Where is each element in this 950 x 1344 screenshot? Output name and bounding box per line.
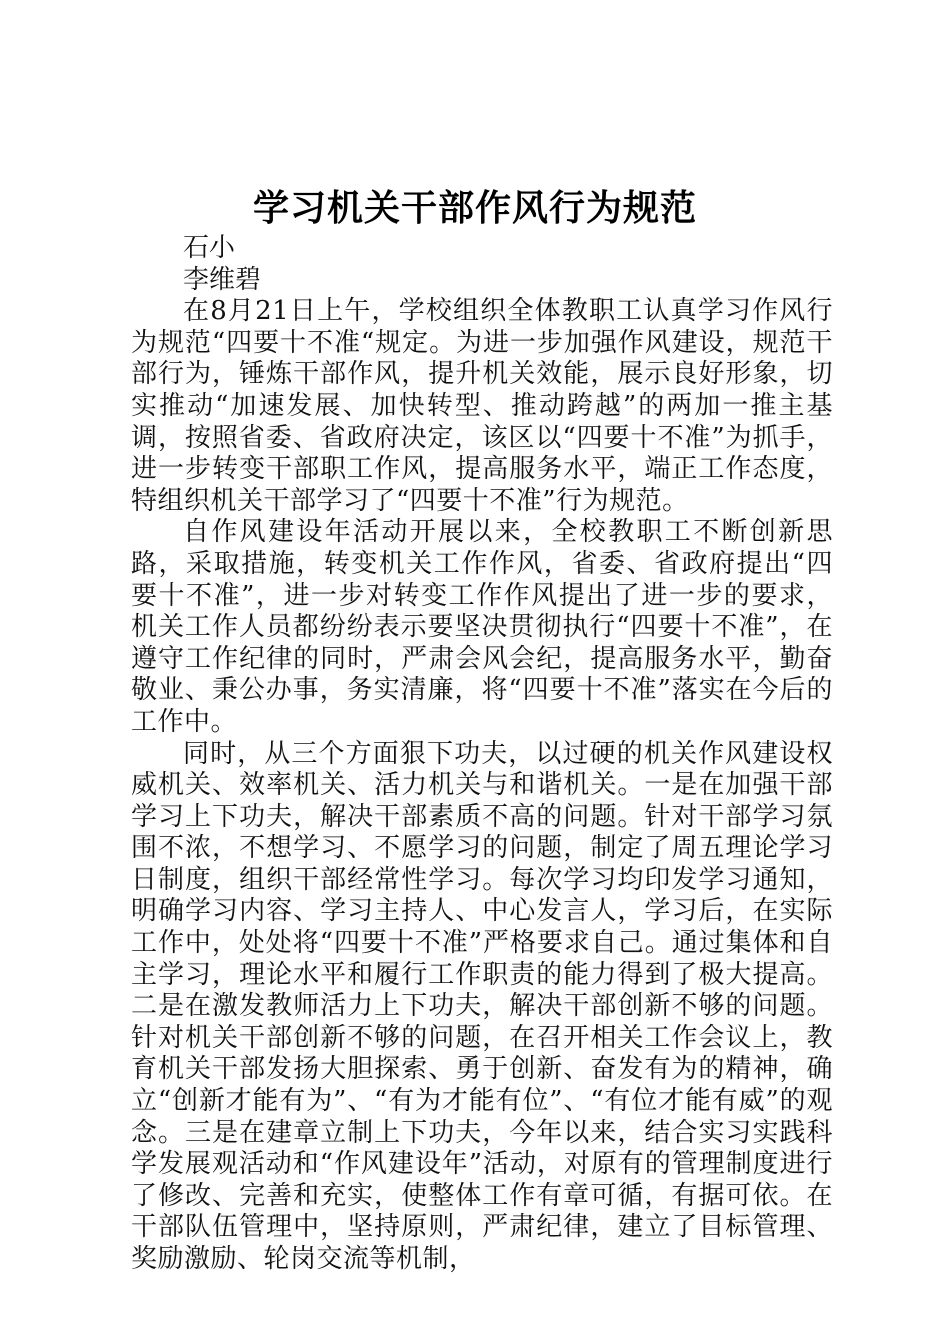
body-paragraph: 自作风建设年活动开展以来，全校教职工不断创新思路，采取措施，转变机关工作作风，省委、省政府提出“四要十不准”，进一步对转变工作作风提出了进一步的要求，机关工作人员都纷纷表示要坚决贯彻执行“四要十不准”，在遵守工作纪律的同时，严肃会风会纪，提高服务水平，勤奋敬业、秉公办事，务实清廉，将“四要十不准”落实在今后的工作中。 (131, 517, 833, 737)
author-name: 李维碧 (183, 264, 262, 295)
author-name: 石小 (183, 233, 236, 263)
document-body (131, 233, 833, 1276)
body-paragraph: 在8月21日上午，学校组织全体教职工认真学习作风行为规范“四要十不准“规定。为进一步加强作风建设，规范干部行为，锤炼干部作风，提升机关效能，展示良好形象，切实推动“加速发展、加快转型、推动跨越”的两加一推主基调，按照省委、省政府决定，该区以“四要十不准”为抓手，进一步转变干部职工作风，提高服务水平，端正工作态度，特组织机关干部学习了“四要十不准”行为规范。 (131, 296, 833, 516)
document-title: 学习机关干部作风行为规范 (252, 188, 697, 229)
body-paragraph: 同时，从三个方面狠下功夫，以过硬的机关作风建设权威机关、效率机关、活力机关与和谐机关。一是在加强干部学习上下功夫，解决干部素质不高的问题。针对干部学习氛围不浓，不想学习、不愿学习的问题，制定了周五理论学习日制度，组织干部经常性学习。每次学习均印发学习通知，明确学习内容、学习主持人、中心发言人，学习后，在实际工作中，处处将“四要十不准”严格要求自己。通过集体和自主学习，理论水平和履行工作职责的能力得到了极大提高。二是在激发教师活力上下功夫，解决干部创新不够的问题。针对机关干部创新不够的问题，在召开相关工作会议上，教育机关干部发扬大胆探索、勇于创新、奋发有为的精神，确立“创新才能有为”、“有为才能有位”、“有位才能有威”的观念。三是在建章立制上下功夫，今年以来，结合实习实践科学发展观活动和“作风建设年”活动，对原有的管理制度进行了修改、完善和充实，使整体工作有章可循，有据可依。在干部队伍管理中，坚持原则，严肃纪律，建立了目标管理、奖励激励、轮岗交流等机制， (131, 738, 833, 1274)
